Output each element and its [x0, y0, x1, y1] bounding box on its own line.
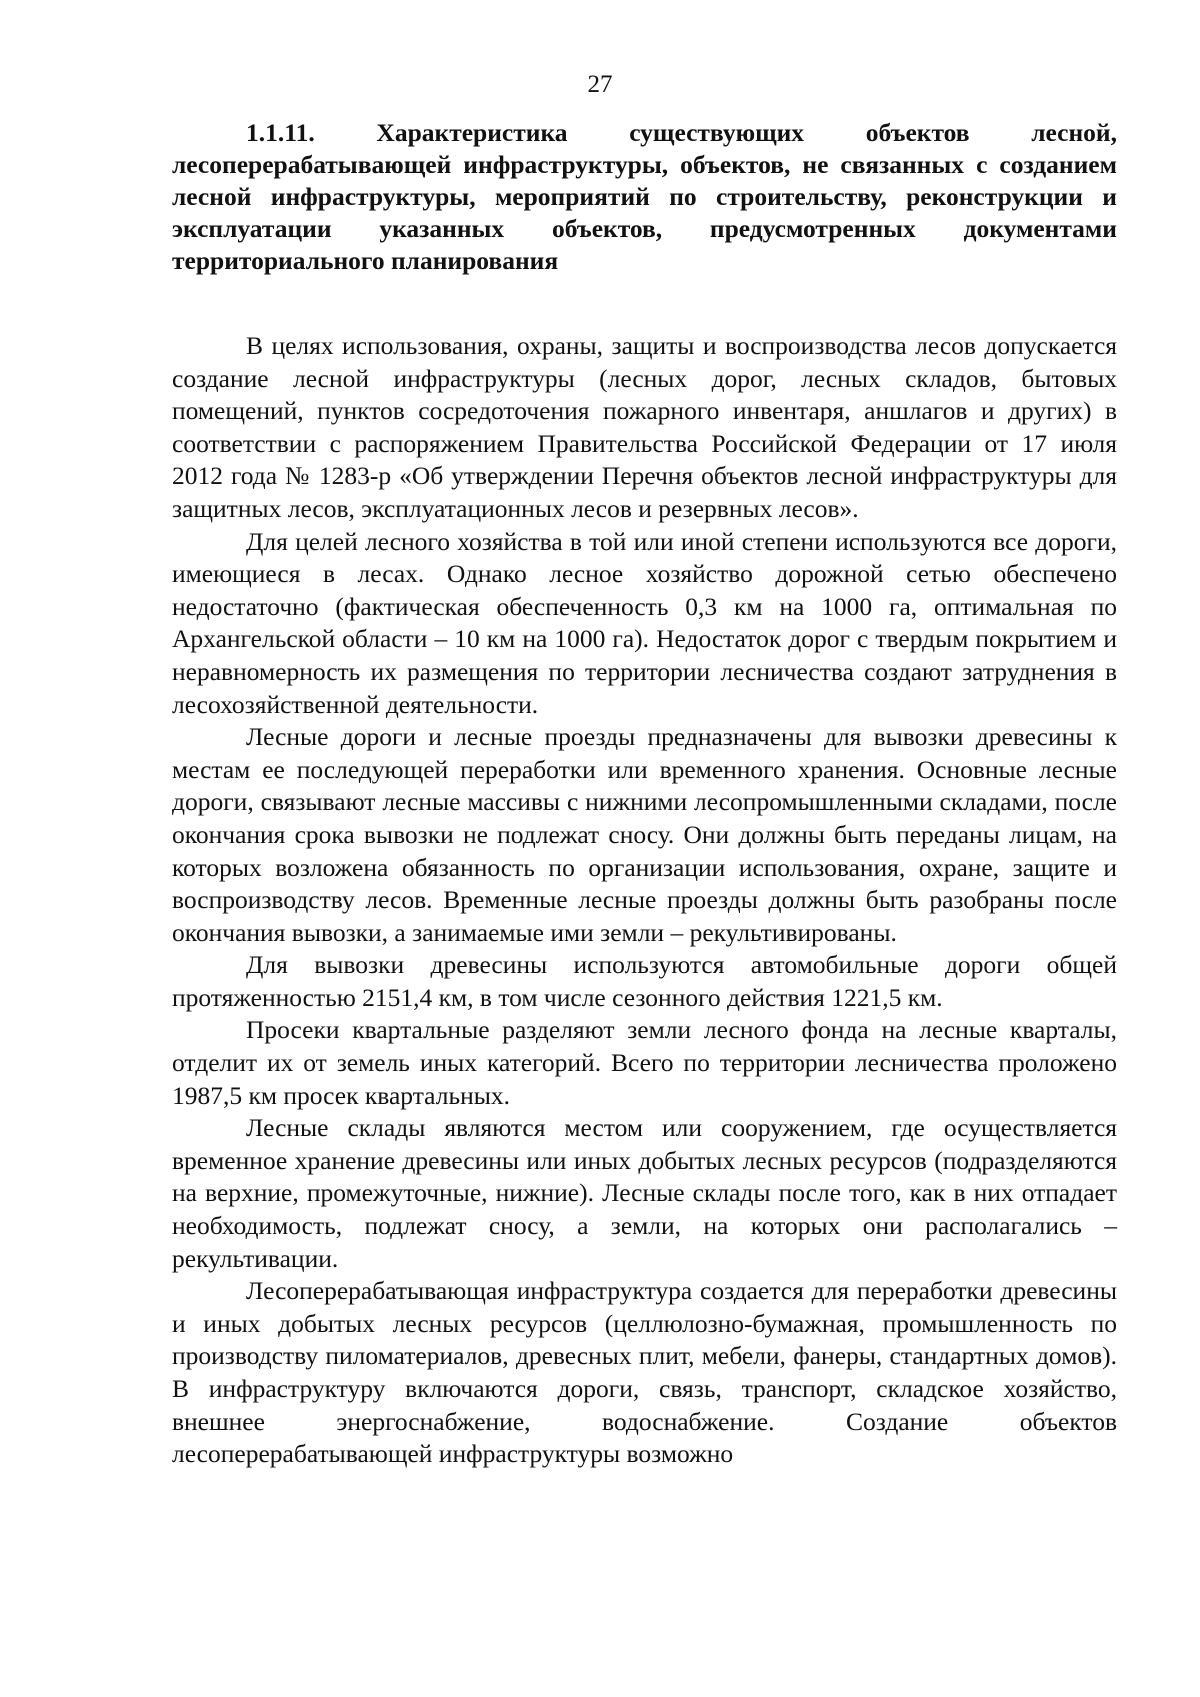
- paragraph-road-length: Для вывозки древесины используются автомобильные дороги общей протяженностью 2151,4 км, в том числе сезонного действия 1221,5 км.: [172, 950, 1117, 1012]
- paragraph-road-network: Для целей лесного хозяйства в той или иной степени используются все дороги, имеющиеся в лесах. Однако лесное хозяйство дорожной сетью обеспечено недостаточно (фактическая обеспеченность 0,3 км на 1000 га, оптимальная по Архангельской области – 10 км на 1000 га). Недостаток дорог с твердым покрытием и неравномерность их размещения по территории лесничества создают затруднения в лесохозяйственной деятельности.: [172, 526, 1117, 719]
- paragraph-forest-roads: Лесные дороги и лесные проезды предназначены для вывозки древесины к местам ее последующей переработки или временного хранения. Основные лесные дороги, связывают лесные массивы с нижними лесопромышленными складами, после окончания срока вывозки не подлежат сносу. Они должны быть переданы лицам, на которых возложена обязанность по организации использования, охране, защите и воспроизводству лесов. Временные лесные проезды должны быть разобраны после окончания вывозки, а занимаемые ими земли – рекультивированы.: [172, 722, 1117, 947]
- section-heading: 1.1.11. Характеристика существующих объектов лесной, лесоперерабатывающей инфраструктуры, объектов, не связанных с созданием лесной инфраструктуры, мероприятий по строительству, реконструкции и эксплуатации указанных объектов, предусмотренных документами территориального планирования: [172, 118, 1117, 275]
- page-number: 27: [587, 71, 613, 98]
- paragraph-processing-infrastructure: Лесоперерабатывающая инфраструктура создается для переработки древесины и иных добытых лесных ресурсов (целлюлозно-бумажная, промышленность по производству пиломатериалов, древесных плит, мебели, фанеры, стандартных домов). В инфраструктуру включаются дороги, связь, транспорт, складское хозяйство, внешнее энергоснабжение, водоснабжение. Создание объектов лесоперерабатывающей инфраструктуры возможно: [172, 1276, 1117, 1469]
- body-text: [172, 330, 1117, 1471]
- paragraph-infrastructure-creation: В целях использования, охраны, защиты и воспроизводства лесов допускается создание лесной инфраструктуры (лесных дорог, лесных складов, бытовых помещений, пунктов сосредоточения пожарного инвентаря, аншлагов и других) в соответствии с распоряжением Правительства Российской Федерации от 17 июля 2012 года № 1283-р «Об утверждении Перечня объектов лесной инфраструктуры для защитных лесов, эксплуатационных лесов и резервных лесов».: [172, 331, 1117, 523]
- paragraph-quarter-clearings: Просеки квартальные разделяют земли лесного фонда на лесные кварталы, отделит их от земель иных категорий. Всего по территории лесничества проложено 1987,5 км просек квартальных.: [172, 1015, 1117, 1110]
- paragraph-timber-warehouses: Лесные склады являются местом или сооружением, где осуществляется временное хранение древесины или иных добытых лесных ресурсов (подразделяются на верхние, промежуточные, нижние). Лесные склады после того, как в них отпадает необходимость, подлежат сносу, а земли, на которых они располагались – рекультивации.: [172, 1113, 1117, 1273]
